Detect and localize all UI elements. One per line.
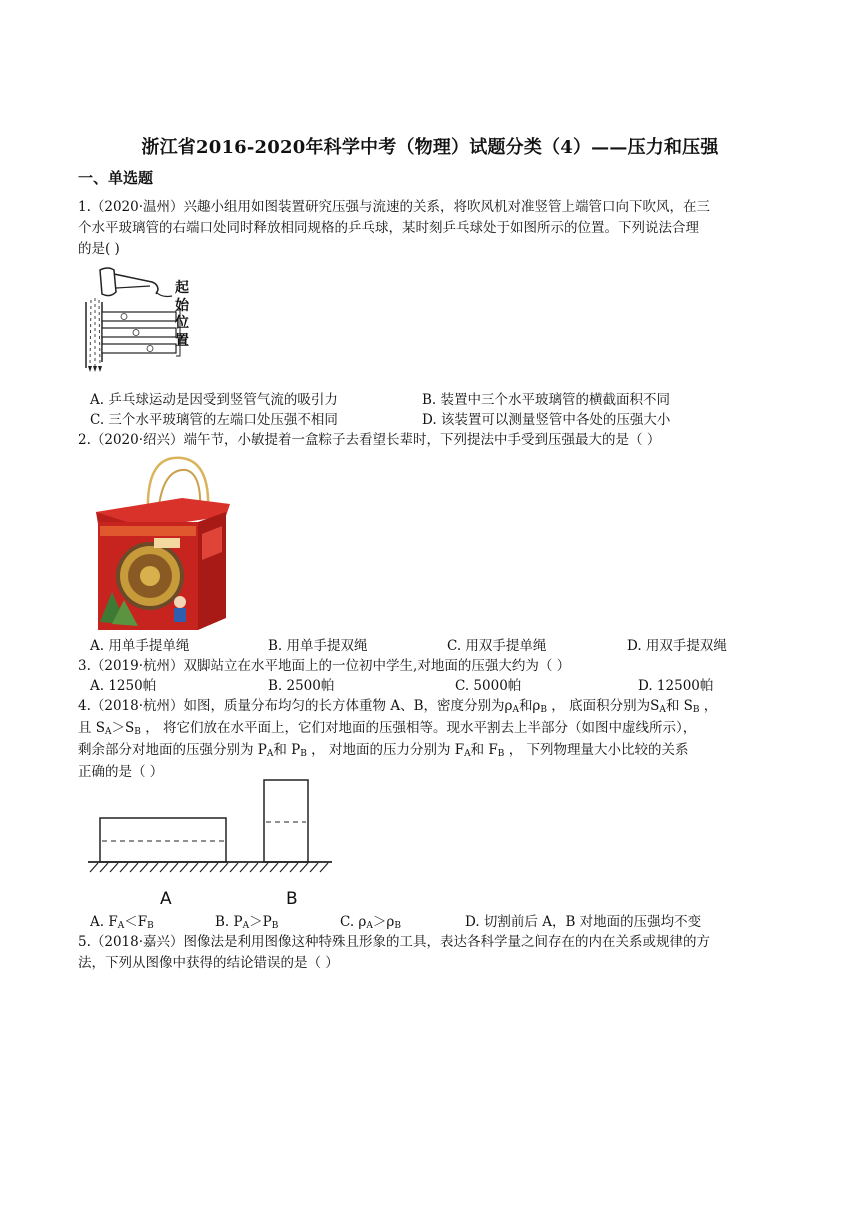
subscript: A: [512, 705, 519, 715]
q4-text: ， 底面积分别为S: [547, 698, 660, 714]
subscript: B: [540, 705, 547, 715]
q4-text: ， 将它们放在水平面上，它们对地面的压强相等。现水平割去上半部分（如图中虚线所示），: [140, 720, 697, 736]
q5-text-line-2: 法，下列从图像中获得的结论错误的是（ ）: [78, 955, 339, 971]
q1-text-line-1: 1.（2020·温州）兴趣小组用如图装置研究压强与流速的关系，将吹风机对准竖管上端管口向下吹风，在三: [78, 199, 711, 215]
subscript: A: [659, 705, 666, 715]
q4-text: 4.（2018·杭州）如图，质量分布均匀的长方体重物 A、B，密度分别为ρ: [78, 698, 513, 714]
subscript: B: [394, 921, 401, 931]
subscript: B: [300, 749, 307, 759]
subscript: B: [147, 921, 154, 931]
q4-text: 和ρ: [518, 698, 541, 714]
blocks-a-b-figure: [86, 776, 336, 910]
q2-text-line-1: 2.（2020·绍兴）端午节，小敏提着一盒粽子去看望长辈时，下列提法中手受到压强最大的是（ ）: [78, 432, 661, 448]
page-title: 浙江省2016-2020年科学中考（物理）试题分类（4）——压力和压强: [141, 137, 719, 158]
subscript: A: [242, 921, 250, 931]
section-heading: 一、单选题: [78, 169, 154, 187]
option-text: ＜F: [124, 914, 148, 930]
q2-option-a[interactable]: A. 用单手提单绳: [90, 638, 190, 654]
q4-text-line-1: [78, 696, 717, 720]
block-a-label: A: [160, 889, 172, 909]
q4-option-d[interactable]: D. 切割前后 A，B 对地面的压强均不变: [465, 914, 702, 930]
option-text: ＞P: [249, 914, 272, 930]
q1-option-c[interactable]: C. 三个水平玻璃管的左端口处压强不相同: [90, 412, 338, 428]
subscript: A: [464, 749, 471, 759]
q1-figure-label: [175, 280, 191, 350]
q1-option-a[interactable]: A. 乒乓球运动是因受到竖管气流的吸引力: [90, 392, 338, 408]
subscript: A: [366, 921, 373, 931]
option-text: A. F: [90, 914, 118, 930]
q4-text: 且 S: [78, 720, 106, 736]
subscript: B: [134, 727, 141, 737]
subscript: A: [105, 727, 112, 737]
q3-option-d[interactable]: D. 12500帕: [638, 678, 714, 694]
q5-text-line-1: 5.（2018·嘉兴）图像法是利用图像这种特殊且形象的工具，表达各科学量之间存在的内在关系或规律的方: [78, 934, 711, 950]
q1-figure-label-char: 始: [175, 297, 189, 314]
q1-option-d[interactable]: D. 该装置可以测量竖管中各处的压强大小: [422, 412, 671, 428]
q1-option-b[interactable]: B. 装置中三个水平玻璃管的横截面积不同: [422, 392, 671, 408]
q4-text: 和 S: [665, 698, 693, 714]
q2-option-d[interactable]: D. 用双手提双绳: [627, 638, 727, 654]
q4-text: ， 下列物理量大小比较的关系: [504, 742, 689, 758]
q1-figure-label-char: 位: [175, 315, 189, 331]
subscript: B: [497, 749, 505, 759]
option-text: B. P: [215, 914, 243, 930]
subscript: A: [266, 749, 274, 759]
q4-text-line-2: [78, 718, 696, 742]
subscript: A: [117, 921, 125, 931]
q4-text: ＞S: [111, 720, 135, 736]
q1-figure-label-char: 置: [175, 332, 189, 349]
q2-option-b[interactable]: B. 用单手提双绳: [268, 638, 368, 654]
q3-option-a[interactable]: A. 1250帕: [90, 678, 157, 694]
option-text: C. ρ: [340, 914, 367, 930]
q1-figure-label-char: 起: [175, 280, 189, 296]
q1-text-line-2: 个水平玻璃管的右端口处同时释放相同规格的乒乓球，某时刻乒乓球处于如图所示的位置。下列说法合理: [78, 220, 699, 236]
option-text: ＞ρ: [372, 914, 395, 930]
block-b-label: B: [286, 889, 298, 909]
q4-text-line-3: [78, 740, 689, 764]
subscript: B: [271, 921, 279, 931]
q3-text-line-1: 3.（2019·杭州）双脚站立在水平地面上的一位初中学生,对地面的压强大约为（ ）: [78, 658, 571, 674]
q1-text-line-3: 的是( ): [78, 241, 120, 257]
q3-option-b[interactable]: B. 2500帕: [268, 678, 335, 694]
zongzi-gift-box-image: [86, 452, 240, 634]
q4-text: 和 P: [273, 742, 301, 758]
q4-text: ，: [699, 698, 718, 714]
subscript: B: [692, 705, 700, 715]
q4-text: 剩余部分对地面的压强分别为 P: [78, 742, 267, 758]
q4-text: 和 F: [470, 742, 498, 758]
q3-option-c[interactable]: C. 5000帕: [455, 678, 522, 694]
q4-text: ， 对地面的压力分别为 F: [306, 742, 465, 758]
q4-text-line-4: 正确的是（ ）: [78, 764, 164, 780]
q2-option-c[interactable]: C. 用双手提单绳: [447, 638, 547, 654]
